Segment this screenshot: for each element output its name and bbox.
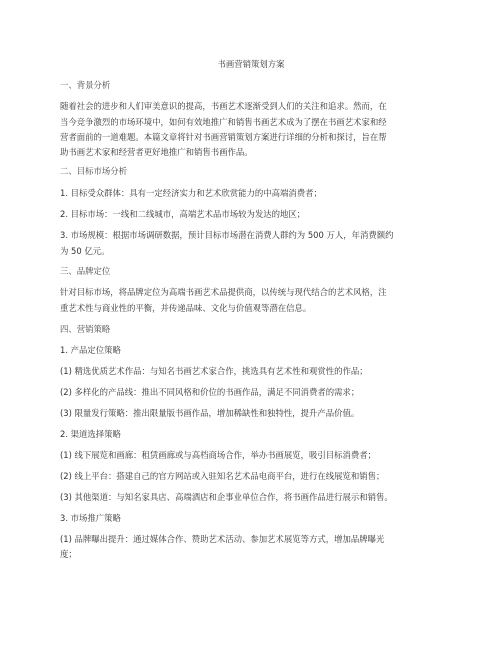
section-heading-target-market: 二、目标市场分析	[60, 166, 127, 176]
subsection-heading: 3. 市场推广策略	[60, 513, 121, 523]
paragraph-line: 当今竞争激烈的市场环境中，如何有效地推广和销售书画艺术成为了摆在书画艺术家和经	[60, 117, 387, 127]
paragraph-line: 针对目标市场，将品牌定位为高端书画艺术品提供商，以传统与现代结合的艺术风格，注	[60, 287, 387, 297]
section-heading-background: 一、背景分析	[60, 80, 111, 90]
list-item: (1) 品牌曝出提升：通过媒体合作、赞助艺术活动、参加艺术展览等方式，增加品牌曝光	[60, 534, 385, 544]
list-item: (2) 线上平台：搭建自己的官方网站或入驻知名艺术品电商平台，进行在线展览和销售；	[60, 471, 385, 481]
list-item-continued: 度；	[60, 549, 77, 559]
paragraph-line: 助书画艺术家和经营者更好地推广和销售书画作品。	[60, 147, 253, 157]
list-item: (2) 多样化的产品线：推出不同风格和价位的书画作品，满足不同消费者的需求；	[60, 387, 360, 397]
list-item: (1) 线下展览和画廊：租赁画廊或与高档商场合作，举办书画展览，吸引目标消费者；	[60, 450, 377, 460]
subsection-heading: 2. 渠道选择策略	[60, 429, 121, 439]
list-item-continued: 为 50 亿元。	[60, 246, 110, 256]
list-item: 2. 目标市场：一线和二线城市，高端艺术品市场较为发达的地区；	[60, 209, 306, 219]
list-item: 3. 市场规模：根据市场调研数据，预计目标市场潜在消费人群约为 500 万人，年消费额约	[60, 230, 394, 240]
document-title: 书画营销策划方案	[217, 59, 285, 69]
list-item: (3) 限量发行策略：推出限量版书画作品，增加稀缺性和独特性，提升产品价值。	[60, 408, 360, 418]
list-item: (3) 其他渠道：与知名家具店、高端酒店和企事业单位合作，将书画作品进行展示和销售。	[60, 492, 393, 502]
section-heading-brand-positioning: 三、品牌定位	[60, 266, 111, 276]
section-heading-marketing-strategy: 四、营销策略	[60, 324, 111, 334]
paragraph-line: 随着社会的进步和人们审美意识的提高，书画艺术逐渐受到人们的关注和追求。然而，在	[60, 101, 387, 111]
paragraph-line: 营者面前的一道难题。本篇文章将针对书画营销策划方案进行详细的分析和探讨，旨在帮	[60, 132, 387, 142]
list-item: 1. 目标受众群体：具有一定经济实力和艺术欣赏能力的中高端消费者；	[60, 188, 322, 198]
subsection-heading: 1. 产品定位策略	[60, 345, 121, 355]
paragraph-line: 重艺术性与商业性的平衡，并传递品味、文化与价值观等潜在信息。	[60, 303, 312, 313]
list-item: (1) 精选优质艺术作品：与知名书画艺术家合作，挑选具有艺术性和观赏性的作品；	[60, 366, 368, 376]
